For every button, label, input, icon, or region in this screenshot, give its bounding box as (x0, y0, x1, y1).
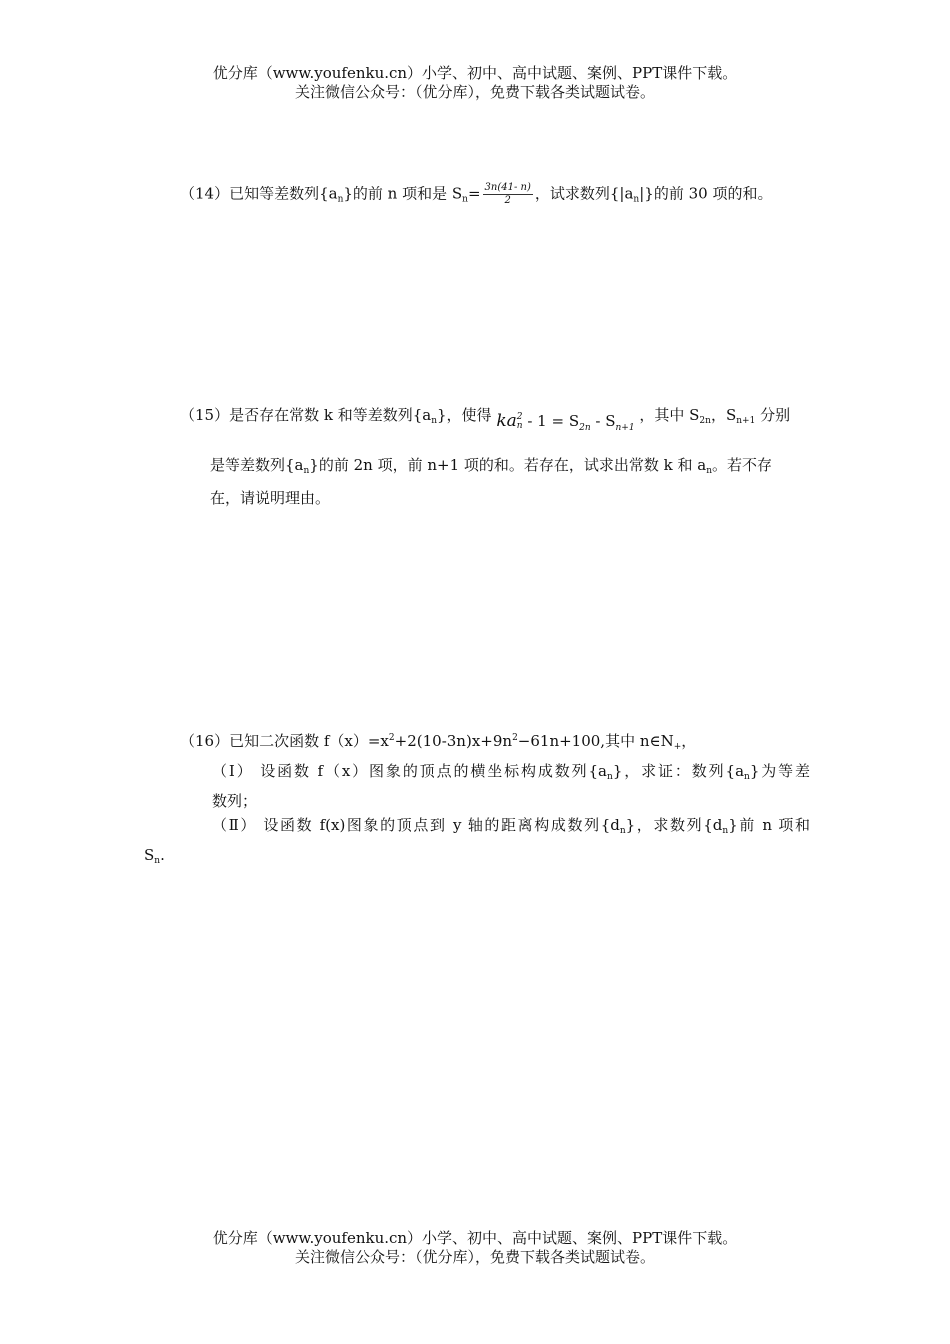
question-16-tail: $S_n$. (144, 846, 165, 866)
question-16-stem: （16）已知二次函数 $f(x)=x^2+2(10-3n)x+9n^2-61n+100$,其中 $n\in N_+$， (180, 732, 697, 752)
question-16-part-1: （Ⅰ） 设函数 f（x）图象的顶点的横坐标构成数列$\{a_n\}$，求证：数列$\{a_n\}$为等差 数列； (212, 762, 811, 810)
question-16 (144, 726, 811, 866)
page-header (0, 64, 950, 102)
condition-formula: ka 2 n - $1 = S_{2n} - S_{n+1}$ (496, 411, 635, 433)
page-footer (0, 1229, 950, 1267)
question-15 (180, 405, 810, 512)
question-15-body: 是等差数列$\{a_n\}$的前 2n 项，前 n+1 项的和。若存在，试求出常数 k 和 $a_n$。若不存 在，请说明理由。 (210, 456, 773, 507)
question-16-part-2: （Ⅱ） 设函数 f(x)图象的顶点到 y 轴的距离构成数列$\{d_n\}$，求数列$\{d_n\}$前 n 项和 (212, 816, 810, 836)
header-line-2: 关注微信公众号：（优分库），免费下载各类试题试卷。 (294, 83, 655, 101)
question-14: （14）已知等差数列$\{a_n\}$的前 n 项和是 $S_n=$ $\frac{3n(41- n)}{2}$ ，试求数列$\{|a_n|\}$的前 30 项的和。 (180, 182, 773, 206)
sum-formula-fraction: $\frac{3n(41- n)}{2}$ (484, 182, 531, 206)
footer-line-2: 关注微信公众号：（优分库），免费下载各类试题试卷。 (294, 1248, 655, 1266)
header-line-1: 优分库（www.youfenku.cn）小学、初中、高中试题、案例、PPT课件下载。 (212, 64, 738, 82)
footer-line-1: 优分库（www.youfenku.cn）小学、初中、高中试题、案例、PPT课件下载。 (212, 1229, 738, 1247)
question-15-line-1: （15）是否存在常数 k 和等差数列$\{a_n\}$，使得 ka 2 n - $1 = S_{2n} - S_{n+1}$ ，其中 $S_{2n}$，$S_{n+1}$ 分别 (180, 406, 791, 433)
